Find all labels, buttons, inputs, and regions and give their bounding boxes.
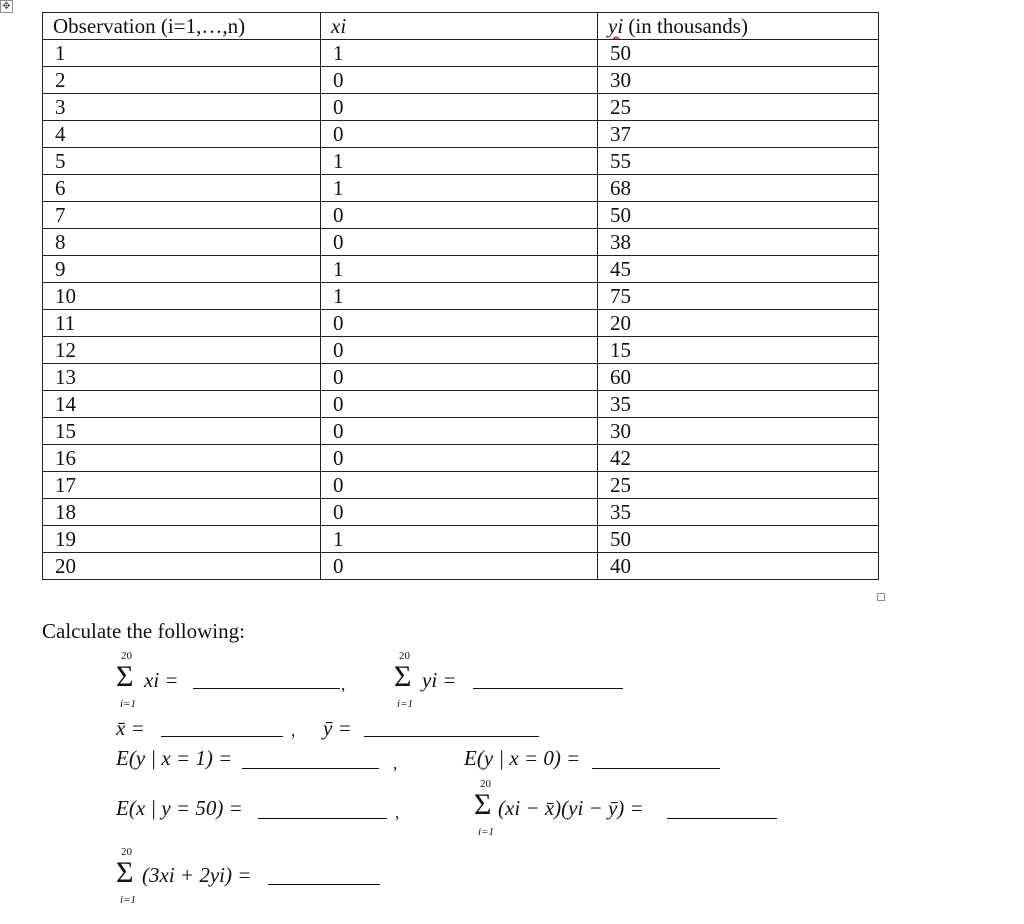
cell-y: 25 <box>598 94 879 121</box>
sum-x-upper: 20 <box>121 650 132 662</box>
table-row <box>43 310 879 337</box>
lin-sum-upper: 20 <box>121 846 132 858</box>
cell-x: 1 <box>321 283 598 310</box>
table-row <box>43 526 879 553</box>
cell-y: 15 <box>598 337 879 364</box>
cell-y: 75 <box>598 283 879 310</box>
cell-x: 0 <box>321 364 598 391</box>
sum-y-formula: yi = <box>422 668 457 692</box>
cell-observation: 13 <box>43 364 321 391</box>
sum-y-symbol: Σ <box>394 660 412 693</box>
cell-observation: 17 <box>43 472 321 499</box>
cell-y: 30 <box>598 67 879 94</box>
cell-observation: 20 <box>43 553 321 580</box>
table-row <box>43 121 879 148</box>
sum-x-symbol: Σ <box>116 660 134 693</box>
header-y-var: yi <box>608 14 624 38</box>
table-row <box>43 499 879 526</box>
cell-x: 0 <box>321 67 598 94</box>
cell-y: 55 <box>598 148 879 175</box>
cell-x: 0 <box>321 121 598 148</box>
table-row <box>43 256 879 283</box>
cell-x: 0 <box>321 445 598 472</box>
cell-observation: 18 <box>43 499 321 526</box>
table-row <box>43 472 879 499</box>
cell-y: 30 <box>598 418 879 445</box>
observation-table <box>42 12 879 580</box>
table-row <box>43 553 879 580</box>
cond-y-x0-blank[interactable] <box>592 768 720 769</box>
cell-y: 68 <box>598 175 879 202</box>
cell-observation: 15 <box>43 418 321 445</box>
cell-observation: 1 <box>43 40 321 67</box>
header-observation: Observation (i=1,…,n) <box>43 13 321 40</box>
sep-2: , <box>291 721 296 740</box>
sum-y-upper: 20 <box>399 650 410 662</box>
table-row <box>43 337 879 364</box>
cell-observation: 3 <box>43 94 321 121</box>
prompt-text: Calculate the following: <box>42 619 245 643</box>
table-row <box>43 364 879 391</box>
cell-y: 40 <box>598 553 879 580</box>
cell-y: 35 <box>598 499 879 526</box>
table-body <box>43 40 879 580</box>
cond-x-y50-blank[interactable] <box>258 818 387 819</box>
sep-4: , <box>395 803 400 822</box>
table-row <box>43 175 879 202</box>
cell-observation: 6 <box>43 175 321 202</box>
mean-y-formula: ȳ = <box>323 716 352 740</box>
table-row <box>43 67 879 94</box>
cell-observation: 12 <box>43 337 321 364</box>
cell-x: 0 <box>321 553 598 580</box>
cond-y-x1-formula: E(y | x = 1) = <box>116 746 233 770</box>
header-x-label: xi <box>331 14 347 38</box>
table-move-handle[interactable]: ✥ <box>0 0 13 13</box>
cell-y: 50 <box>598 40 879 67</box>
table-row <box>43 148 879 175</box>
cell-x: 0 <box>321 499 598 526</box>
lin-sum-lower: i=1 <box>120 894 136 906</box>
table-row <box>43 445 879 472</box>
mean-x-blank[interactable] <box>161 736 283 737</box>
mean-y-blank[interactable] <box>364 736 539 737</box>
cell-observation: 2 <box>43 67 321 94</box>
table-row <box>43 391 879 418</box>
table-resize-handle[interactable] <box>877 593 885 601</box>
table-row <box>43 94 879 121</box>
cell-x: 1 <box>321 526 598 553</box>
sep-1: , <box>341 675 346 694</box>
cell-x: 0 <box>321 391 598 418</box>
cell-y: 37 <box>598 121 879 148</box>
cell-observation: 9 <box>43 256 321 283</box>
table-row <box>43 283 879 310</box>
sep-3: , <box>393 754 398 773</box>
sum-x-formula: xi = <box>144 668 179 692</box>
cell-x: 1 <box>321 175 598 202</box>
cell-y: 42 <box>598 445 879 472</box>
cell-y: 50 <box>598 526 879 553</box>
lin-sum-formula: (3xi + 2yi) = <box>142 863 252 887</box>
cell-y: 25 <box>598 472 879 499</box>
cell-x: 1 <box>321 256 598 283</box>
cell-x: 1 <box>321 148 598 175</box>
table-row <box>43 40 879 67</box>
header-y <box>598 13 879 40</box>
lin-sum-blank[interactable] <box>268 884 380 885</box>
cov-sum-lower: i=1 <box>478 826 494 838</box>
cell-observation: 5 <box>43 148 321 175</box>
cell-x: 1 <box>321 40 598 67</box>
cell-y: 20 <box>598 310 879 337</box>
cell-y: 50 <box>598 202 879 229</box>
sum-y-blank[interactable] <box>473 688 623 689</box>
cell-observation: 4 <box>43 121 321 148</box>
cov-sum-blank[interactable] <box>667 818 777 819</box>
cell-y: 60 <box>598 364 879 391</box>
cell-x: 0 <box>321 94 598 121</box>
table-row <box>43 202 879 229</box>
cell-observation: 7 <box>43 202 321 229</box>
cell-x: 0 <box>321 202 598 229</box>
cell-observation: 16 <box>43 445 321 472</box>
cell-y: 38 <box>598 229 879 256</box>
cell-x: 0 <box>321 310 598 337</box>
cond-y-x1-blank[interactable] <box>242 768 379 769</box>
cell-observation: 8 <box>43 229 321 256</box>
cell-observation: 14 <box>43 391 321 418</box>
sum-x-blank[interactable] <box>193 688 340 689</box>
cell-x: 0 <box>321 229 598 256</box>
cond-y-x0-formula: E(y | x = 0) = <box>464 746 581 770</box>
table-header-row <box>43 13 879 40</box>
sum-y-lower: i=1 <box>397 698 413 710</box>
lin-sum-symbol: Σ <box>116 856 134 889</box>
cell-observation: 19 <box>43 526 321 553</box>
cov-sum-symbol: Σ <box>474 788 492 821</box>
table-row <box>43 418 879 445</box>
cell-y: 35 <box>598 391 879 418</box>
table-row <box>43 229 879 256</box>
mean-x-formula: x̄ = <box>116 716 145 740</box>
cell-x: 0 <box>321 472 598 499</box>
header-y-unit: (in thousands) <box>623 14 748 38</box>
cov-sum-upper: 20 <box>480 778 491 790</box>
cell-y: 45 <box>598 256 879 283</box>
header-x <box>321 13 598 40</box>
cov-sum-formula: (xi − x̄)(yi − ȳ) = <box>498 796 644 820</box>
cell-observation: 11 <box>43 310 321 337</box>
cell-x: 0 <box>321 418 598 445</box>
sum-x-lower: i=1 <box>120 698 136 710</box>
cell-observation: 10 <box>43 283 321 310</box>
cond-x-y50-formula: E(x | y = 50) = <box>116 796 243 820</box>
cell-x: 0 <box>321 337 598 364</box>
